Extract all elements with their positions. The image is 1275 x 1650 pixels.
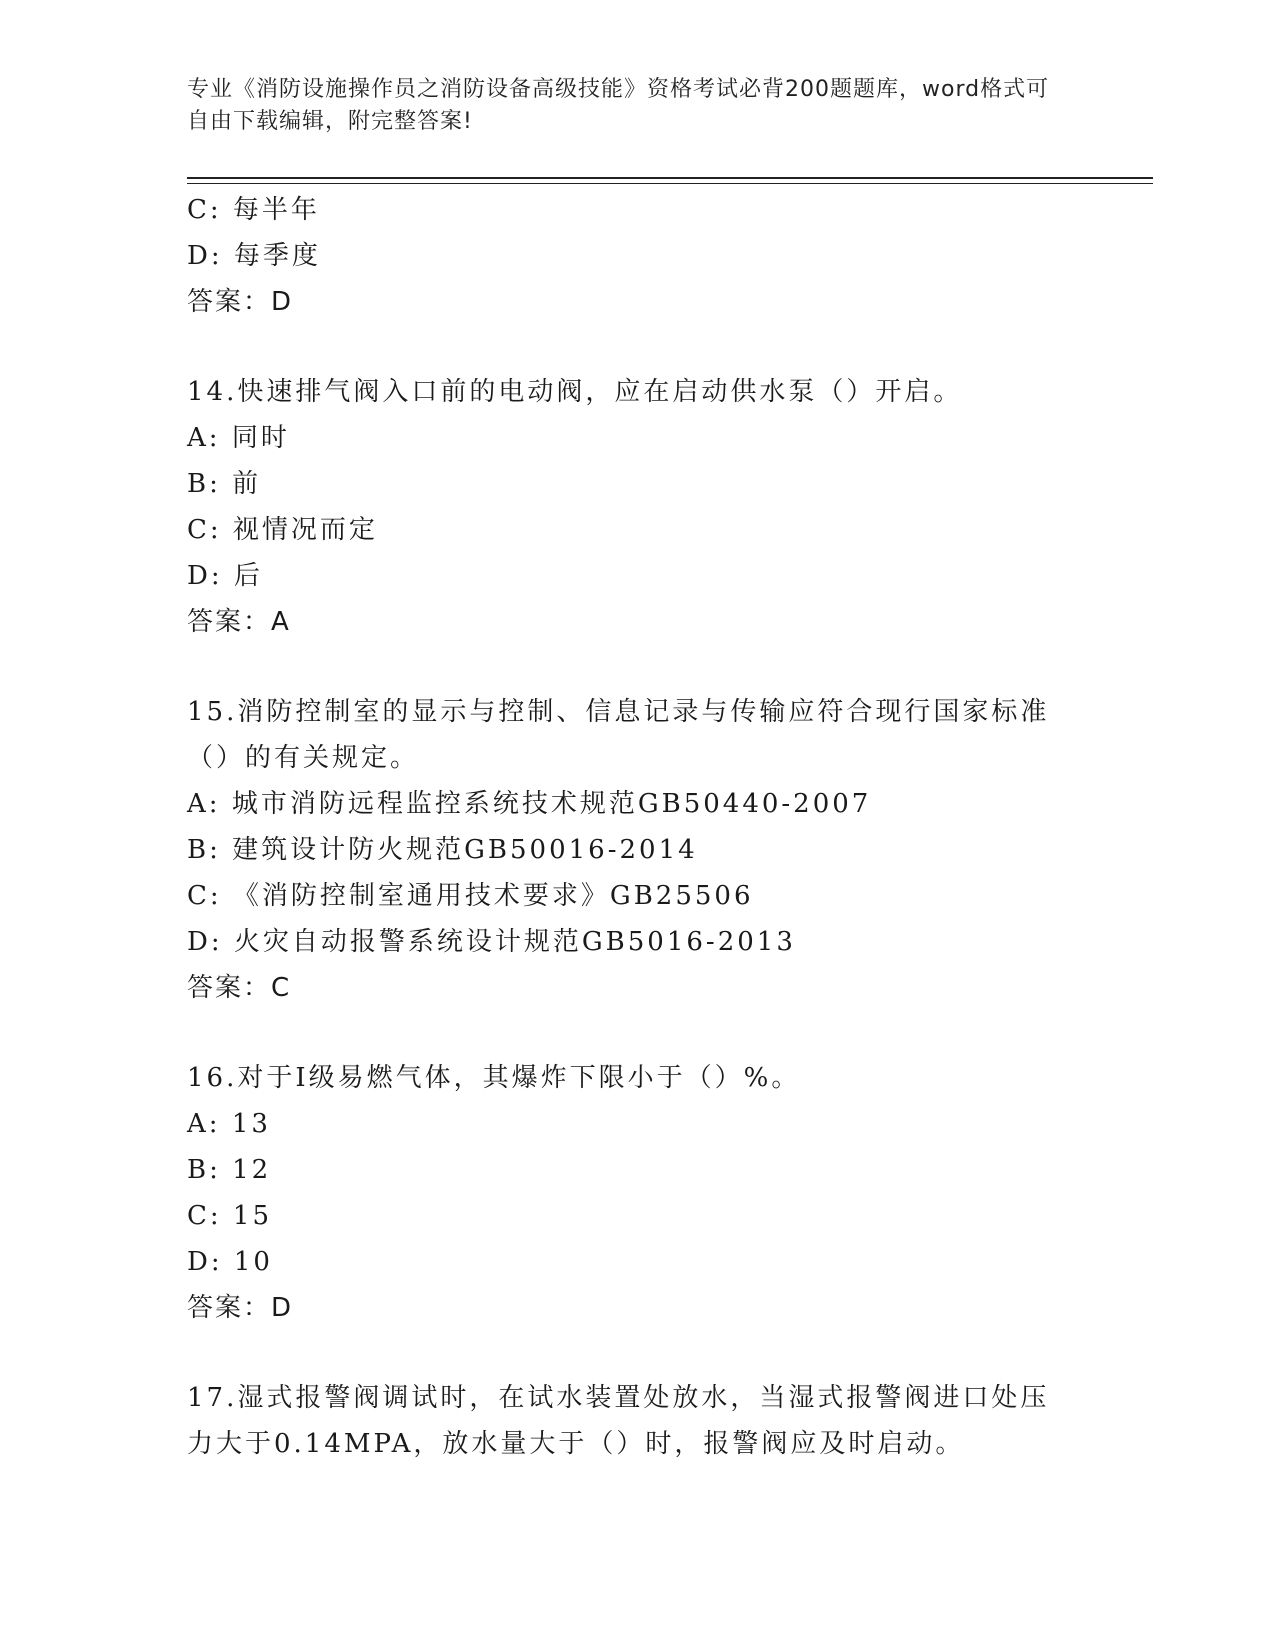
option-text: 火灾自动报警系统设计规范GB5016-2013 xyxy=(233,927,796,957)
option-c xyxy=(187,507,1087,553)
option-text: 《消防控制室通用技术要求》GB25506 xyxy=(232,881,754,911)
option-label: B: xyxy=(187,835,221,865)
option-d xyxy=(187,919,1087,965)
option-c xyxy=(187,1193,1087,1239)
prev-question-tail xyxy=(187,187,1087,325)
option-b xyxy=(187,461,1087,507)
option-label: A: xyxy=(187,789,221,819)
option-a xyxy=(187,1101,1087,1147)
option-label: A: xyxy=(187,1109,221,1139)
question-16 xyxy=(187,1055,1087,1331)
question-stem: 17.湿式报警阀调试时，在试水装置处放水，当湿式报警阀进口处压力大于0.14MPA，放水量大于（）时，报警阀应及时启动。 xyxy=(187,1383,1050,1459)
option-text: 视情况而定 xyxy=(232,515,378,545)
question-content xyxy=(187,187,1087,1467)
option-text: 12 xyxy=(232,1155,272,1185)
question-17 xyxy=(187,1375,1087,1467)
question-14 xyxy=(187,369,1087,645)
option-d xyxy=(187,553,1087,599)
option-d xyxy=(187,1239,1087,1285)
option-c xyxy=(187,873,1087,919)
option-label: B: xyxy=(187,469,221,499)
answer-line: 答案：D xyxy=(187,1293,294,1323)
option-text: 每季度 xyxy=(233,241,321,271)
option-text: 同时 xyxy=(231,423,290,453)
document-header: 专业《消防设施操作员之消防设备高级技能》资格考试必背200题题库，word格式可自由下载编辑，附完整答案! xyxy=(187,77,1050,134)
option-text: 前 xyxy=(232,469,262,499)
question-15 xyxy=(187,689,1087,1011)
option-text: 每半年 xyxy=(232,195,320,225)
option-text: 建筑设计防火规范GB50016-2014 xyxy=(232,835,698,865)
question-stem: 15.消防控制室的显示与控制、信息记录与传输应符合现行国家标准（）的有关规定。 xyxy=(187,697,1050,773)
option-label: D: xyxy=(187,927,223,957)
option-text: 10 xyxy=(233,1247,273,1277)
header-rule-thin xyxy=(187,183,1153,184)
header-rule-thick xyxy=(187,177,1153,179)
option-text: 城市消防远程监控系统技术规范GB50440-2007 xyxy=(231,789,872,819)
option-label: C: xyxy=(187,195,222,225)
answer-line: 答案：A xyxy=(187,607,291,637)
question-stem: 14.快速排气阀入口前的电动阀，应在启动供水泵（）开启。 xyxy=(187,377,963,407)
option-label: C: xyxy=(187,515,222,545)
option-b xyxy=(187,827,1087,873)
option-label: C: xyxy=(187,1201,222,1231)
option-text: 15 xyxy=(232,1201,273,1231)
question-stem: 16.对于Ⅰ级易燃气体，其爆炸下限小于（）%。 xyxy=(187,1063,801,1093)
option-label: D: xyxy=(187,561,223,591)
option-d xyxy=(187,233,1087,279)
option-a xyxy=(187,415,1087,461)
option-c xyxy=(187,187,1087,233)
option-text: 13 xyxy=(231,1109,271,1139)
answer-line: 答案：D xyxy=(187,287,294,317)
option-a xyxy=(187,781,1087,827)
option-label: D: xyxy=(187,1247,223,1277)
option-label: D: xyxy=(187,241,223,271)
option-text: 后 xyxy=(233,561,263,591)
option-label: A: xyxy=(187,423,221,453)
option-label: B: xyxy=(187,1155,221,1185)
option-label: C: xyxy=(187,881,222,911)
answer-line: 答案：C xyxy=(187,973,292,1003)
option-b xyxy=(187,1147,1087,1193)
